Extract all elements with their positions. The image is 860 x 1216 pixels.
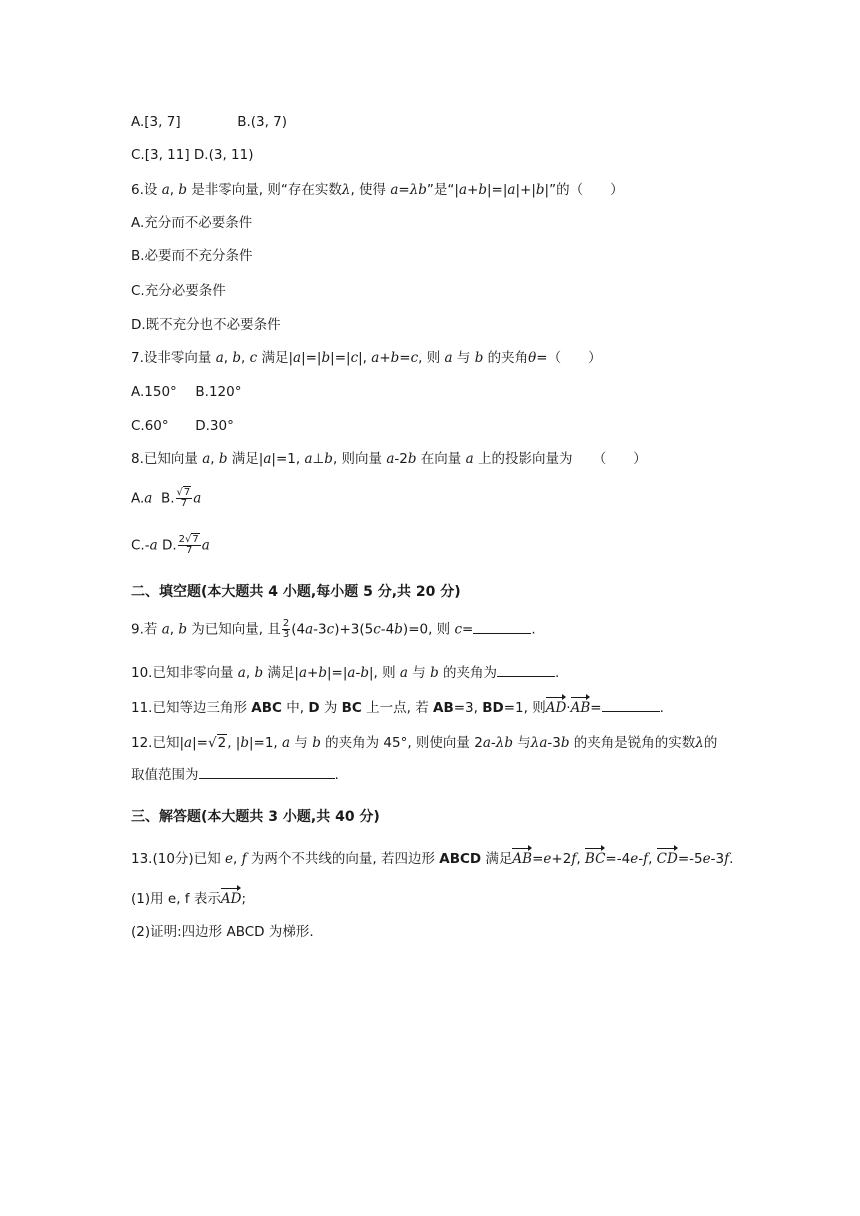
q7-option-a: A.150° [131,384,177,400]
section-3-heading: 三、解答题(本大题共 3 小题,共 40 分) [131,809,380,825]
q8-options-row2: C.-a D. $\frac{2√7}{7}$ a [131,534,210,556]
answer-blank [497,664,555,677]
q6-option-d: D.既不充分也不必要条件 [131,317,281,333]
q6-option-c: C.充分必要条件 [131,283,226,299]
q7-stem: 7.设非零向量 a, b, c 满足|a|=|b|=|c|, a+b=c, 则 a 与 b 的夹角θ=（ ） [131,350,602,366]
fraction-sqrt7-over-7: $\frac{√7}{7}$ [176,487,191,509]
vector-AB: AB [512,851,533,867]
fraction-2sqrt7-over-7: $\frac{2√7}{7}$ [178,534,199,556]
answer-blank [602,699,660,712]
answer-blank [199,766,335,779]
answer-blank [473,621,531,634]
q6-option-b: B.必要而不充分条件 [131,248,253,264]
q10-stem: 10.已知非零向量 a, b 满足|a+b|=|a-b|, 则 a 与 b 的夹角为 . [131,665,560,681]
q13-part1: (1)用 e, f 表示AD; [131,891,246,907]
q8-options-row1: A.a B. $\frac{√7}{7}$ a [131,487,202,509]
q7-options-row2 [131,416,234,436]
q9-stem: 9.若 a, b 为已知向量, 且 $\frac{2}{3}$ (4a-3c)+3(5c-4b)=0, 则 c= . [131,618,536,640]
vector-AB: AB [570,700,591,716]
section-2-heading: 二、填空题(本大题共 4 小题,每小题 5 分,共 20 分) [131,584,461,600]
q7-option-b: B.120° [195,384,242,400]
q7-option-d: D.30° [195,418,234,434]
q12-stem-continued: 取值范围为 . [131,767,339,783]
vector-AD: AD [545,700,567,716]
fraction-2-over-3: $\frac{2}{3}$ [282,618,290,640]
vector-BC: BC [584,851,606,867]
q7-options-row1 [131,382,241,402]
q13-part2: (2)证明:四边形 ABCD 为梯形. [131,924,314,940]
q5-options-row2 [131,145,253,165]
q5-option-d: D.(3, 11) [193,147,254,163]
q5-options-row1 [131,112,287,132]
q5-option-a: A.[3, 7] [131,114,181,130]
q6-stem: 6.设 a, b 是非零向量, 则“存在实数λ, 使得 a=λb”是“|a+b|=|a|+|b|”的（ ） [131,182,624,198]
vector-AD: AD [220,891,242,907]
q5-option-b: B.(3, 7) [237,114,288,130]
q13-stem: 13.(10分)已知 e, f 为两个不共线的向量, 若四边形 ABCD 满足AB=e+2f, BC=-4e-f, CD=-5e-3f. [131,851,734,867]
q12-stem: 12.已知|a|=√2, |b|=1, a 与 b 的夹角为 45°, 则使向量 2a-λb 与λa-3b 的夹角是锐角的实数λ的 [131,735,718,751]
q7-option-c: C.60° [131,418,169,434]
q6-option-a: A.充分而不必要条件 [131,215,253,231]
q5-option-c: C.[3, 11] [131,147,190,163]
q8-stem: 8.已知向量 a, b 满足|a|=1, a⊥b, 则向量 a-2b 在向量 a 上的投影向量为 （ ） [131,451,647,467]
vector-CD: CD [656,851,678,867]
q11-stem: 11.已知等边三角形 ABC 中, D 为 BC 上一点, 若 AB=3, BD=1, 则AD·AB= . [131,700,664,716]
